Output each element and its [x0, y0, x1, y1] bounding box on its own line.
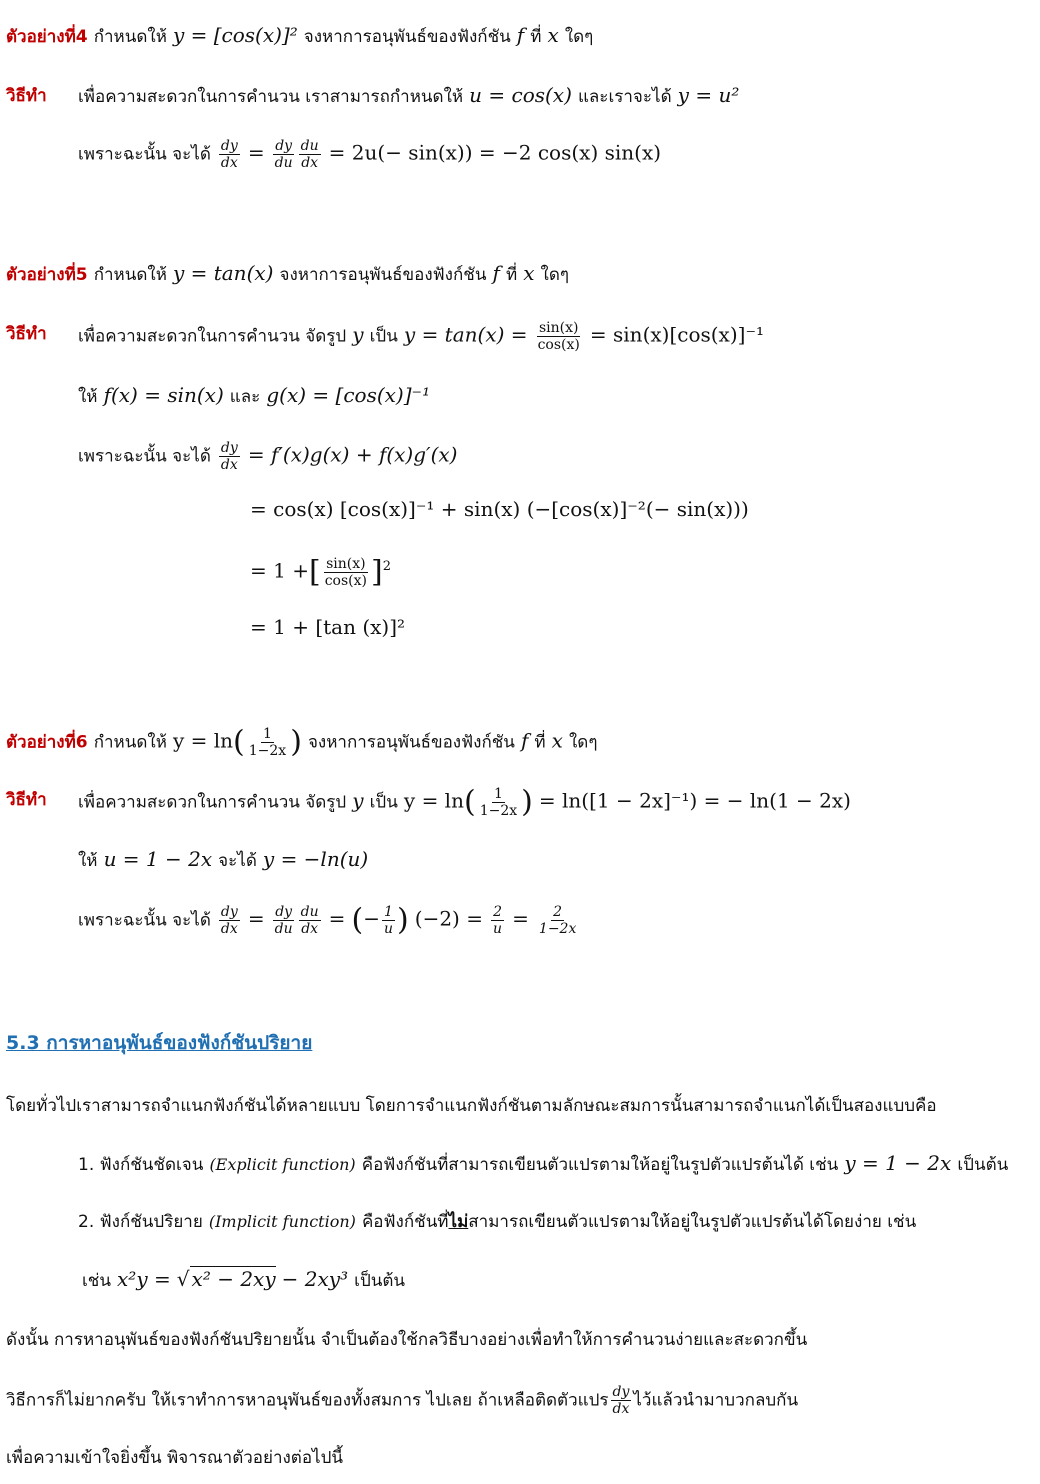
ex4-f: f [516, 23, 525, 47]
ex4-text: ใดๆ [564, 27, 594, 47]
item-math: x²y = [117, 1267, 171, 1291]
ex6-text: กำหนดให้ [93, 732, 167, 753]
ex5-text: กำหนดให้ [93, 265, 167, 285]
ex4-text: และเราจะได้ [577, 87, 672, 107]
ex5-text: ที่ [505, 265, 518, 285]
ex4-text: ที่ [530, 27, 542, 47]
ex6-equals: = [512, 906, 529, 931]
item-text: เป็นต้น [957, 1155, 1009, 1175]
ex6-solution: เพื่อความสะดวกในการคำนวน จัดรูป y เป็น y = ln( $\frac{1}{1-2x}$ ) = ln([1 − 2x]⁻¹) = − ln(1 − 2x) [78, 784, 851, 820]
ex6-math: u = 1 − 2x [103, 847, 213, 871]
ex5-y: y [352, 322, 364, 347]
paragraph-text: ไว้แล้วนำมาบวกลบกัน [633, 1390, 799, 1411]
ex5-label: ตัวอย่างที่5 [6, 265, 88, 285]
fraction: $\frac{1}{1-2x}$ [479, 786, 518, 819]
item-text: 1. ฟังก์ชันชัดเจน [78, 1155, 204, 1175]
ex6-math: (−2) = [414, 906, 483, 931]
fraction: $\frac{1}{u}$ [383, 904, 393, 937]
implicit-example: เช่น x²y = √ x² − 2xy − 2xy³ เป็นต้น [82, 1267, 406, 1291]
ex5-text: และ [229, 387, 261, 407]
fraction: $\frac{\sin(x)}{\cos(x)}$ [537, 320, 580, 353]
ex6-text: จงหาการอนุพันธ์ของฟังก์ชัน [307, 732, 515, 753]
ex6-x: x [551, 728, 563, 753]
ex5-math: = f′(x)g(x) + f(x)g′(x) [247, 442, 458, 467]
ex4-x: x [547, 23, 559, 47]
ex4-text: จงหาการอนุพันธ์ของฟังก์ชัน [303, 27, 511, 47]
fraction: $\frac{du}{dx}$ [300, 904, 319, 937]
ex4-text: เพราะฉะนั้น จะได้ [78, 144, 211, 165]
ex5-text: ให้ [78, 387, 98, 407]
ex5-step2 [250, 496, 749, 523]
ex6-solution-line [6, 786, 47, 813]
ex6-text: ที่ [534, 732, 546, 753]
ex4-step: เพราะฉะนั้น จะได้ $\frac{dy}{dx}$ = $\frac{dy}{du}$ $\frac{du}{dx}$ = 2u(− sin(x)) = −2 cos(x) sin(x) [78, 138, 662, 171]
fraction: $\frac{2}{1-2x}$ [538, 904, 577, 937]
ex6-math: y = ln [403, 788, 464, 813]
paragraph-text: วิธีการก็ไม่ยากครับ ให้เราทำการหาอนุพันธ์ของทั้งสมการ ไปเลย ถ้าเหลือติดตัวแปร [6, 1390, 609, 1411]
ex5-math: y = tan(x) [172, 261, 274, 285]
item-text: เป็นต้น [354, 1271, 406, 1291]
ex4-math: u = cos(x) [469, 83, 572, 107]
ex4-text: กำหนดให้ [93, 27, 167, 47]
ex6-equals: = [247, 906, 265, 931]
item-text: เช่น [82, 1271, 111, 1291]
ex5-step4 [250, 614, 405, 641]
ex4-statement [6, 22, 593, 50]
exponent: 2 [382, 559, 391, 574]
paragraph-2 [6, 1384, 798, 1417]
ex5-math: = 1 + [250, 558, 309, 583]
ex5-text: เพื่อความสะดวกในการคำนวน จัดรูป [78, 326, 347, 347]
ex6-f: f [520, 728, 529, 753]
section-intro [6, 1092, 937, 1119]
ex6-math: = ln([1 − 2x]⁻¹) = − ln(1 − 2x) [538, 788, 851, 813]
item-text: 2. ฟังก์ชันปริยาย [78, 1212, 203, 1232]
ex5-solution-label: วิธีทำ [6, 324, 47, 344]
list-item-implicit [78, 1208, 916, 1235]
ex6-statement: ตัวอย่างที่6 กำหนดให้ y = ln( $\frac{1}{1-2x}$ ) จงหาการอนุพันธ์ของฟังก์ชัน f ที่ x ใดๆ [6, 724, 598, 760]
ex4-solution-label: วิธีทำ [6, 86, 47, 106]
item-math: y = 1 − 2x [844, 1151, 952, 1175]
ex6-text: จะได้ [218, 851, 257, 871]
ex4-solution [78, 82, 739, 110]
ex4-solution-line [6, 82, 47, 109]
ex5-f: f [492, 261, 500, 285]
ex4-math: y = u² [677, 83, 740, 107]
paragraph-text: ดังนั้น การหาอนุพันธ์ของฟังก์ชันปริยายนั้น จำเป็นต้องใช้กลวิธีบางอย่างเพื่อทำให้การคำนวนง่ายและสะดวกขึ้น [6, 1330, 808, 1350]
ex5-x: x [523, 261, 535, 285]
ex5-math: = 1 + [tan (x)]² [250, 615, 406, 639]
fraction: $\frac{dy}{dx}$ [612, 1384, 630, 1417]
ex6-text: เพราะฉะนั้น จะได้ [78, 910, 211, 931]
ex5-step [78, 440, 457, 473]
ex5-step3: = 1 +[ $\frac{\sin(x)}{\cos(x)}$ ]$^2$ [250, 554, 391, 590]
item-math: − 2xy³ [281, 1267, 349, 1291]
ex5-math: g(x) = [cos(x)]⁻¹ [266, 383, 431, 407]
item-text: คือฟังก์ชันที่ [361, 1212, 449, 1232]
emphasis-not: ไม่ [448, 1212, 469, 1232]
section-heading [6, 1030, 312, 1056]
ex5-solution [78, 320, 764, 353]
fraction: $\frac{du}{dx}$ [300, 138, 319, 171]
ex4-label: ตัวอย่างที่4 [6, 27, 88, 47]
ex6-text: ใดๆ [569, 732, 598, 753]
fraction: $\frac{dy}{dx}$ [220, 904, 238, 937]
ex5-math: = cos(x) [cos(x)]⁻¹ + sin(x) (−[cos(x)]⁻²(− sin(x))) [250, 497, 749, 521]
ex6-let [78, 846, 368, 874]
fraction: $\frac{dy}{dx}$ [220, 440, 238, 473]
paragraph-3 [6, 1444, 343, 1471]
paragraph-1 [6, 1326, 807, 1353]
ex4-math: = 2u(− sin(x)) = −2 cos(x) sin(x) [328, 140, 662, 165]
ex5-statement [6, 260, 569, 288]
ex6-label: ตัวอย่างที่6 [6, 732, 88, 753]
ex5-let [78, 382, 430, 410]
item-text: สามารถเขียนตัวแปรตามให้อยู่ในรูปตัวแปรต้นได้โดยง่าย เช่น [468, 1212, 917, 1232]
fraction: $\frac{1}{1-2x}$ [248, 726, 287, 759]
item-text: คือฟังก์ชันที่สามารถเขียนตัวแปรตามให้อยู่ในรูปตัวแปรต้นได้ เช่น [361, 1155, 839, 1175]
ex4-text: เพื่อความสะดวกในการคำนวน เราสามารถกำหนดให้ [78, 87, 464, 107]
ex6-text: ให้ [78, 851, 98, 871]
ex6-text: เพื่อความสะดวกในการคำนวน จัดรูป [78, 792, 347, 813]
list-item-explicit [78, 1150, 1008, 1178]
ex6-equals: = [328, 906, 346, 931]
fraction: $\frac{dy}{du}$ [274, 138, 293, 171]
ex5-math: y = tan(x) = [403, 322, 528, 347]
ex6-math: y = ln [172, 728, 234, 753]
ex6-math: y = −ln(u) [262, 847, 369, 871]
item-english: (Implicit function) [208, 1212, 356, 1231]
fraction: $\frac{dy}{du}$ [274, 904, 293, 937]
item-english: (Explicit function) [209, 1155, 356, 1174]
ex5-math: = sin(x)[cos(x)]⁻¹ [589, 322, 765, 347]
ex4-math: y = [cos(x)]² [172, 23, 298, 47]
ex5-text: เพราะฉะนั้น จะได้ [78, 446, 211, 467]
fraction: $\frac{dy}{dx}$ [220, 138, 238, 171]
ex6-text: เป็น [369, 792, 398, 813]
intro-text: โดยทั่วไปเราสามารถจำแนกฟังก์ชันได้หลายแบบ โดยการจำแนกฟังก์ชันตามลักษณะสมการนั้นสามารถจำแนกได้เป็นสองแบบคือ [6, 1096, 937, 1116]
section-heading-text: 5.3 การหาอนุพันธ์ของฟังก์ชันปริยาย [6, 1032, 313, 1054]
ex6-step: เพราะฉะนั้น จะได้ $\frac{dy}{dx}$ = $\frac{dy}{du}$ $\frac{du}{dx}$ = (− $\frac{1}{u}$ ) (−2) = $\frac{2}{u}$ = $\frac{2}{1-2x}$ [78, 902, 577, 938]
ex5-text: ใดๆ [540, 265, 570, 285]
sqrt-content: x² − 2xy [191, 1267, 276, 1291]
ex5-math: f(x) = sin(x) [103, 383, 224, 407]
ex6-solution-label: วิธีทำ [6, 790, 47, 810]
fraction: $\frac{2}{u}$ [493, 904, 503, 937]
ex5-text: เป็น [369, 326, 398, 347]
ex5-solution-line [6, 320, 47, 347]
paragraph-text: เพื่อความเข้าใจยิ่งขึ้น พิจารณาตัวอย่างต่อไปนี้ [6, 1448, 344, 1468]
ex5-text: จงหาการอนุพันธ์ของฟังก์ชัน [279, 265, 487, 285]
fraction: $\frac{\sin(x)}{\cos(x)}$ [324, 555, 367, 589]
ex6-y: y [352, 788, 364, 813]
